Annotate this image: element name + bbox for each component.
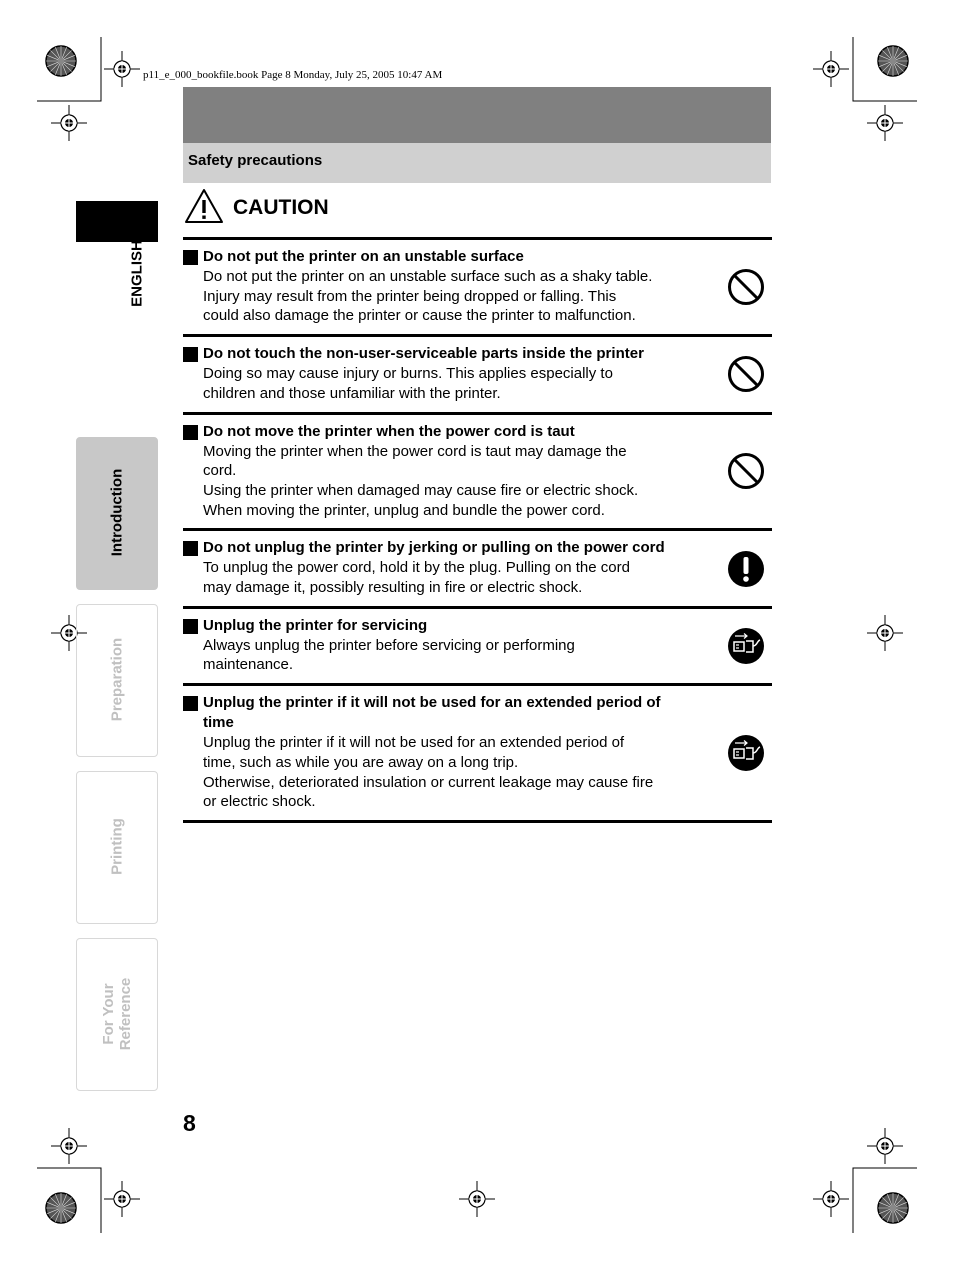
item-title [183, 616, 683, 636]
item-title-text: Unplug the printer for servicing [203, 616, 428, 634]
side-label-english: ENGLISH [128, 240, 146, 307]
prohibited-icon [727, 355, 765, 393]
body-line: time, such as while you are away on a long trip. [203, 753, 519, 771]
caution-item [183, 606, 772, 683]
body-line: maintenance. [203, 656, 294, 674]
tab-printing-label: Printing [108, 818, 126, 875]
square-bullet-icon [183, 696, 198, 711]
caution-item [183, 683, 772, 823]
item-title [183, 344, 683, 364]
prohibited-icon [727, 452, 765, 490]
square-bullet-icon [183, 619, 198, 634]
tab-printing[interactable] [76, 771, 158, 924]
body-line: Always unplug the printer before servicing or performing [203, 636, 575, 654]
item-body [183, 558, 683, 597]
warning-triangle-icon [184, 188, 224, 224]
body-line: Injury may result from the printer being dropped or falling. This [203, 287, 617, 305]
item-body [183, 733, 683, 812]
tab-preparation[interactable] [76, 604, 158, 757]
tab-preparation-label: Preparation [108, 637, 126, 722]
body-line: children and those unfamiliar with the printer. [203, 384, 501, 402]
caution-heading: CAUTION [233, 196, 329, 219]
body-line: Do not put the printer on an unstable surface such as a shaky table. [203, 268, 653, 285]
mandatory-exclamation-icon [727, 550, 765, 588]
body-line: may damage it, possibly resulting in fire or electric shock. [203, 579, 583, 597]
prohibited-icon [727, 268, 765, 306]
body-line: Using the printer when damaged may cause fire or electric shock. [203, 481, 639, 499]
body-line: To unplug the power cord, hold it by the plug. Pulling on the cord [203, 559, 630, 577]
item-title [183, 247, 683, 267]
item-body [183, 442, 683, 521]
square-bullet-icon [183, 541, 198, 556]
item-title-text: Unplug the printer if it will not be used for an extended period of time [203, 694, 661, 732]
caution-item-list [183, 237, 772, 823]
item-title [183, 693, 683, 733]
caution-item [183, 237, 772, 334]
tab-reference-line2: Reference [117, 977, 134, 1051]
tab-reference-label [100, 954, 134, 1074]
square-bullet-icon [183, 347, 198, 362]
unplug-icon [727, 734, 765, 772]
item-body [183, 267, 683, 326]
print-header-line: p11_e_000_bookfile.book Page 8 Monday, July 25, 2005 10:47 AM [143, 69, 443, 81]
caution-item [183, 528, 772, 605]
caution-item [183, 334, 772, 411]
section-title: Safety precautions [188, 152, 323, 169]
body-line: Otherwise, deteriorated insulation or current leakage may cause fire [203, 773, 654, 791]
item-title [183, 422, 683, 442]
body-line: could also damage the printer or cause the printer to malfunction. [203, 307, 636, 325]
item-title-text: Do not put the printer on an unstable surface [203, 248, 524, 265]
item-title [183, 538, 683, 558]
square-bullet-icon [183, 425, 198, 440]
page-number: 8 [183, 1110, 196, 1136]
header-dark-bar [183, 87, 771, 143]
item-title-text: Do not unplug the printer by jerking or pulling on the power cord [203, 539, 665, 557]
tab-for-your-reference[interactable] [76, 938, 158, 1091]
item-title-text: Do not move the printer when the power cord is taut [203, 422, 575, 440]
caution-item [183, 412, 772, 529]
square-bullet-icon [183, 250, 198, 265]
body-line: Moving the printer when the power cord is taut may damage the [203, 442, 627, 460]
body-line: Unplug the printer if it will not be used for an extended period of [203, 734, 625, 752]
body-line: cord. [203, 462, 237, 480]
tab-reference-line1: For Your [100, 983, 117, 1045]
item-body [183, 636, 683, 675]
body-line: When moving the printer, unplug and bundle the power cord. [203, 501, 605, 519]
unplug-icon [727, 627, 765, 665]
body-line: Doing so may cause injury or burns. This applies especially to [203, 365, 613, 383]
tab-introduction-label: Introduction [108, 468, 126, 557]
item-body [183, 364, 683, 403]
item-title-text: Do not touch the non-user-serviceable parts inside the printer [203, 345, 644, 363]
language-tab-block [76, 201, 158, 242]
tab-introduction[interactable] [76, 437, 158, 590]
body-line: or electric shock. [203, 793, 316, 811]
